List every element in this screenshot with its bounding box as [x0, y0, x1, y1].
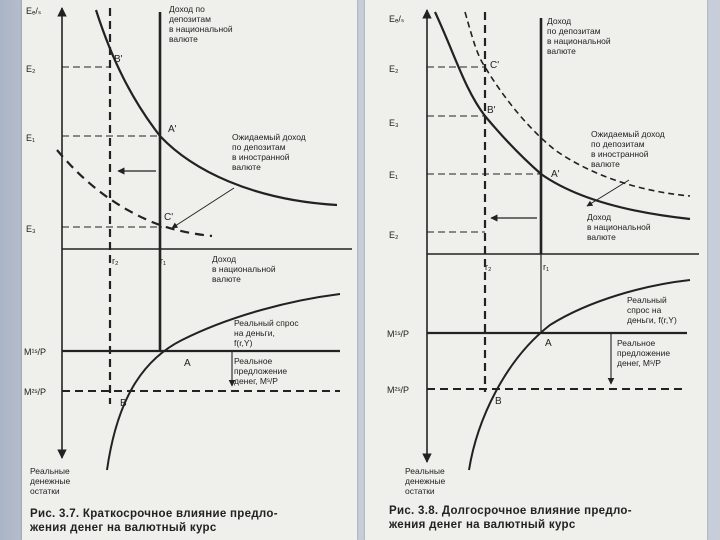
svg-text:Доход: Доход — [547, 16, 572, 26]
dep-domestic-label — [169, 4, 233, 44]
svg-text:жения денег на валютный курс: жения денег на валютный курс — [389, 519, 576, 531]
demand-label — [627, 295, 677, 325]
svg-text:f(r,Y): f(r,Y) — [234, 338, 253, 348]
svg-text:Ожидаемый доход: Ожидаемый доход — [591, 129, 665, 139]
svg-text:валюте: валюте — [591, 159, 620, 169]
svg-text:Реальное: Реальное — [234, 356, 273, 366]
tick-r1: r₁ — [160, 256, 167, 266]
svg-text:в национальной: в национальной — [169, 24, 233, 34]
svg-text:на деньги,: на деньги, — [234, 328, 275, 338]
tick-m2: M²ˢ/P — [24, 387, 47, 397]
point-a: A — [545, 338, 552, 349]
svg-text:предложение: предложение — [234, 366, 288, 376]
svg-text:Доход: Доход — [212, 254, 237, 264]
tick-r2: r₂ — [112, 256, 119, 266]
point-a: A — [184, 358, 191, 369]
svg-text:Доход по: Доход по — [169, 4, 205, 14]
point-c-prime: C' — [490, 60, 500, 71]
svg-text:Реальный спрос: Реальный спрос — [234, 318, 299, 328]
svg-text:Реальные: Реальные — [405, 466, 445, 476]
bottom-axis-label — [30, 466, 71, 496]
tick-e2-top: E₂ — [389, 64, 399, 74]
tick-e1: E₁ — [389, 170, 399, 180]
point-a-prime: A' — [168, 124, 177, 135]
svg-text:в иностранной: в иностранной — [232, 152, 290, 162]
svg-text:Доход: Доход — [587, 212, 612, 222]
y-axis-label: Eₑ/ₛ — [26, 6, 42, 16]
svg-text:Реальные: Реальные — [30, 466, 70, 476]
svg-text:валюте: валюте — [232, 162, 261, 172]
figure-caption — [29, 508, 278, 534]
tick-r1: r₁ — [543, 262, 550, 272]
svg-text:по депозитам: по депозитам — [591, 139, 645, 149]
point-b-prime: B' — [114, 54, 123, 65]
svg-text:в иностранной: в иностранной — [591, 149, 649, 159]
svg-text:денежные: денежные — [405, 476, 446, 486]
expected-return-label — [232, 132, 306, 172]
svg-text:денег, Mˢ/P: денег, Mˢ/P — [617, 358, 661, 368]
tick-e3: E₃ — [389, 118, 399, 128]
expected-return-curve — [96, 10, 337, 205]
svg-text:по депозитам: по депозитам — [547, 26, 601, 36]
tick-e1: E₁ — [26, 133, 36, 143]
svg-text:остатки: остатки — [30, 486, 60, 496]
supply-label — [234, 356, 287, 386]
pointer-arrow — [587, 180, 629, 206]
figure-caption — [388, 505, 632, 531]
svg-text:Рис. 3.8. Долгосрочное влияние: Рис. 3.8. Долгосрочное влияние предло- — [389, 505, 632, 517]
svg-text:Реальное: Реальное — [617, 338, 656, 348]
svg-text:в национальной: в национальной — [587, 222, 651, 232]
tick-r2: r₂ — [485, 262, 492, 272]
figure-3-8-diagram — [365, 0, 707, 540]
svg-text:Ожидаемый доход: Ожидаемый доход — [232, 132, 306, 142]
pointer-arrow — [172, 188, 234, 228]
figure-3-7-page — [22, 0, 357, 540]
shifted-curve — [57, 150, 212, 236]
svg-text:Реальный: Реальный — [627, 295, 667, 305]
svg-text:денежные: денежные — [30, 476, 71, 486]
svg-text:спрос на: спрос на — [627, 305, 662, 315]
svg-text:предложение: предложение — [617, 348, 671, 358]
point-b: B — [120, 398, 127, 409]
svg-text:Рис. 3.7. Краткосрочное влияни: Рис. 3.7. Краткосрочное влияние предло- — [30, 508, 278, 520]
svg-text:остатки: остатки — [405, 486, 435, 496]
svg-text:жения денег на валютный курс: жения денег на валютный курс — [30, 522, 217, 534]
tick-e2-bottom: E₂ — [389, 230, 399, 240]
figure-3-7-diagram — [22, 0, 357, 540]
svg-text:денег, Mˢ/P: денег, Mˢ/P — [234, 376, 278, 386]
y-axis-label: Eₑ/ₛ — [389, 14, 405, 24]
supply-label — [617, 338, 670, 368]
income-domestic-label — [587, 212, 651, 242]
point-a-prime: A' — [551, 169, 560, 180]
tick-e3: E₃ — [26, 224, 36, 234]
point-b-prime: B' — [487, 105, 496, 116]
tick-m1: M¹ˢ/P — [387, 329, 410, 339]
svg-text:депозитам: депозитам — [169, 14, 211, 24]
x-axis-label — [212, 254, 276, 284]
point-b: B — [495, 396, 502, 407]
svg-text:в национальной: в национальной — [212, 264, 276, 274]
tick-e2: E₂ — [26, 64, 36, 74]
tick-m2: M²ˢ/P — [387, 385, 410, 395]
svg-text:валюте: валюте — [169, 34, 198, 44]
dep-domestic-label — [547, 16, 611, 56]
guide-lines — [62, 67, 162, 351]
expected-return-label — [591, 129, 665, 169]
svg-text:валюте: валюте — [547, 46, 576, 56]
money-demand-curve — [107, 294, 340, 470]
bottom-axis-label — [405, 466, 446, 496]
svg-text:деньги, f(r,Y): деньги, f(r,Y) — [627, 315, 677, 325]
demand-label — [234, 318, 299, 348]
svg-text:в национальной: в национальной — [547, 36, 611, 46]
tick-m1: M¹ˢ/P — [24, 347, 47, 357]
svg-text:валюте: валюте — [212, 274, 241, 284]
svg-text:валюте: валюте — [587, 232, 616, 242]
svg-text:по депозитам: по депозитам — [232, 142, 286, 152]
figure-3-8-page — [365, 0, 707, 540]
point-c-prime: C' — [164, 212, 174, 223]
